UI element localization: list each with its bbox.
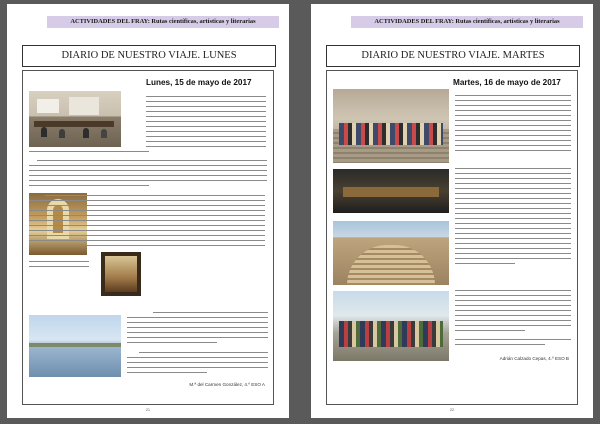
author-signature: M.ª del Carmen González, 4.º ESO A	[189, 382, 265, 387]
left-page	[7, 4, 289, 418]
page-number: 22	[450, 408, 454, 412]
date-heading: Lunes, 15 de mayo de 2017	[146, 78, 252, 87]
lake-photo	[29, 315, 121, 377]
page-title: DIARIO DE NUESTRO VIAJE. MARTES	[326, 45, 580, 67]
right-page	[311, 4, 593, 418]
classroom-photo	[29, 91, 121, 147]
activities-banner: ACTIVIDADES DEL FRAY: Rutas científicas, artísticas y literarias	[351, 16, 583, 28]
article-frame	[326, 70, 578, 405]
author-signature: Adrián Calzado Cepas, 4.º ESO B	[499, 356, 569, 361]
page-title: DIARIO DE NUESTRO VIAJE. LUNES	[22, 45, 276, 67]
painting-photo	[101, 252, 141, 296]
museum-display-photo	[333, 169, 449, 213]
page-number: 21	[146, 408, 150, 412]
group-stairs-photo	[333, 89, 449, 163]
date-heading: Martes, 16 de mayo de 2017	[453, 78, 561, 87]
group-outdoor-photo	[333, 291, 449, 361]
article-frame	[22, 70, 274, 405]
activities-banner: ACTIVIDADES DEL FRAY: Rutas científicas, artísticas y literarias	[47, 16, 279, 28]
roman-theatre-photo	[333, 221, 449, 285]
